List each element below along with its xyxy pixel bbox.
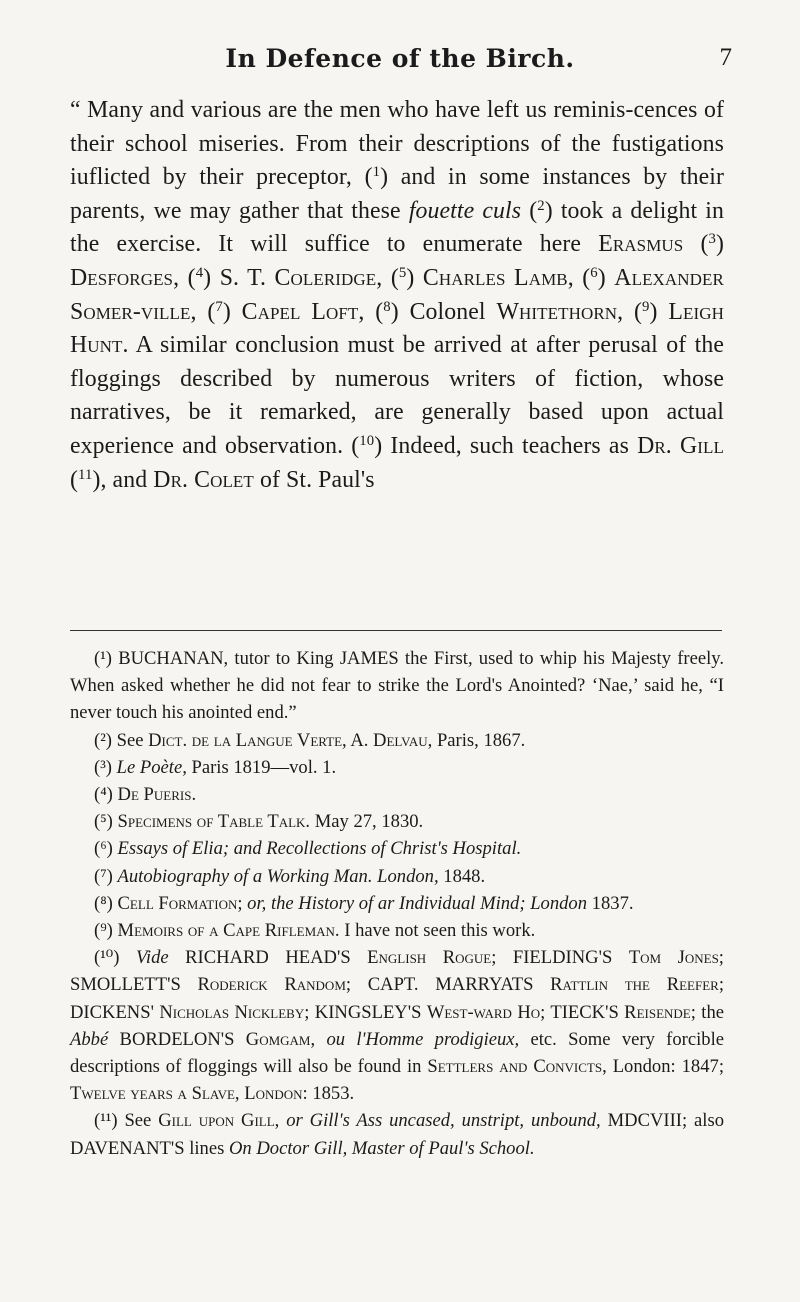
footnote-1: (¹) BUCHANAN, tutor to King JAMES the First, used to whip his Majesty freely. When asked whether he did not fear to strike the Lord's Anointed? ‘Nae,’ said he, “I never touch his anointed end.” xyxy=(70,648,724,724)
footnote-6: (⁶) Essays of Elia; and Recollections of Christ's Hospital. xyxy=(94,838,522,860)
person-name: Whitethorn, xyxy=(496,298,624,325)
person-name: Capel Loft, xyxy=(241,298,365,325)
page-header xyxy=(80,44,732,88)
footnote-ref: 2 xyxy=(537,197,545,214)
person-name: Leigh Hunt. xyxy=(70,298,724,359)
person-name: Dr. Gill xyxy=(637,432,724,459)
footnote-8: (⁸) Cell Formation; or, the History of ar Individual Mind; London 1837. xyxy=(94,892,634,914)
footnote-11: (¹¹) See Gill upon Gill, or Gill's Ass uncased, unstript, unbound, MDCVIII; also DAVENANT'S lines On Doctor Gill, Master of Paul's School. xyxy=(70,1110,725,1159)
footnote-divider xyxy=(70,630,722,631)
person-name: Dr. Colet xyxy=(153,466,254,493)
footnote-ref: 10 xyxy=(359,432,375,449)
page-number: 7 xyxy=(719,44,732,71)
footnote-ref: 11 xyxy=(78,466,93,483)
person-name: Erasmus xyxy=(598,231,684,258)
person-name: Alexander Somer-ville, xyxy=(70,264,724,325)
footnote-7: (⁷) Autobiography of a Working Man. London, 1848. xyxy=(94,865,486,887)
person-name: Charles Lamb, xyxy=(422,264,574,291)
footnote-ref: 8 xyxy=(383,298,391,315)
footnote-2: (²) See Dict. de la Langue Verte, A. Delvau, Paris, 1867. xyxy=(94,729,526,751)
footnote-ref: 1 xyxy=(372,164,381,181)
footnote-ref: 6 xyxy=(590,264,598,281)
person-name: Desforges, xyxy=(70,264,180,291)
footnote-9: (⁹) Memoirs of a Cape Rifleman. I have not seen this work. xyxy=(94,920,536,942)
footnotes xyxy=(70,645,724,1162)
footnote-10: (¹⁰) Vide RICHARD HEAD'S English Rogue; FIELDING'S Tom Jones; SMOLLETT'S Roderick Random; CAPT. MARRYATS Rattlin the Reefer; DICKENS' Nicholas Nickleby; KINGSLEY'S West-ward Ho; TIECK'S Reisende; the Abbé BORDELON'S Gomgam, ou l'Homme prodigieux, etc. Some very forcible descriptions of floggings will also be found in Settlers and Convicts, London: 1847; Twelve years a Slave, London: 1853. xyxy=(70,947,725,1105)
running-head: In Defence of the Birch. xyxy=(225,44,575,73)
footnote-3: (³) Le Poète, Paris 1819—vol. 1. xyxy=(94,756,337,778)
footnote-4: (⁴) De Pueris. xyxy=(94,784,197,806)
footnote-5: (⁵) Specimens of Table Talk. May 27, 1830. xyxy=(94,811,424,833)
footnote-ref: 9 xyxy=(642,298,650,315)
person-name: S. T. Coleridge, xyxy=(219,264,383,291)
footnote-ref: 4 xyxy=(195,264,204,281)
footnote-ref: 7 xyxy=(215,298,223,315)
footnote-ref: 3 xyxy=(708,231,716,248)
body-paragraph: “ Many and various are the men who have left us reminis-cences of their school miseries. From their descriptions of the fustigations iuflicted by their preceptor, ($^1$) and in some instances by their parents, we may gather that these fouette culs ($^2$) took a delight in the exercise. It will suffice to enumerate here Erasmus ($^3$) Desforges, ($^4$) S. T. Coleridge, ($^5$) Charles Lamb, ($^6$) Alexander Somer-ville, ($^7$) Capel Loft, ($^8$) Colonel Whitethorn, ($^9$) Leigh Hunt. A similar conclusion must be arrived at after perusal of the floggings described by numerous writers of fiction, whose narratives, be it remarked, are generally based upon actual experience and observation. ($^{10}$) Indeed, such teachers as Dr. Gill ($^{11}$), and Dr. Colet of St. Paul's xyxy=(70,97,725,493)
footnote-ref: 5 xyxy=(398,264,407,281)
